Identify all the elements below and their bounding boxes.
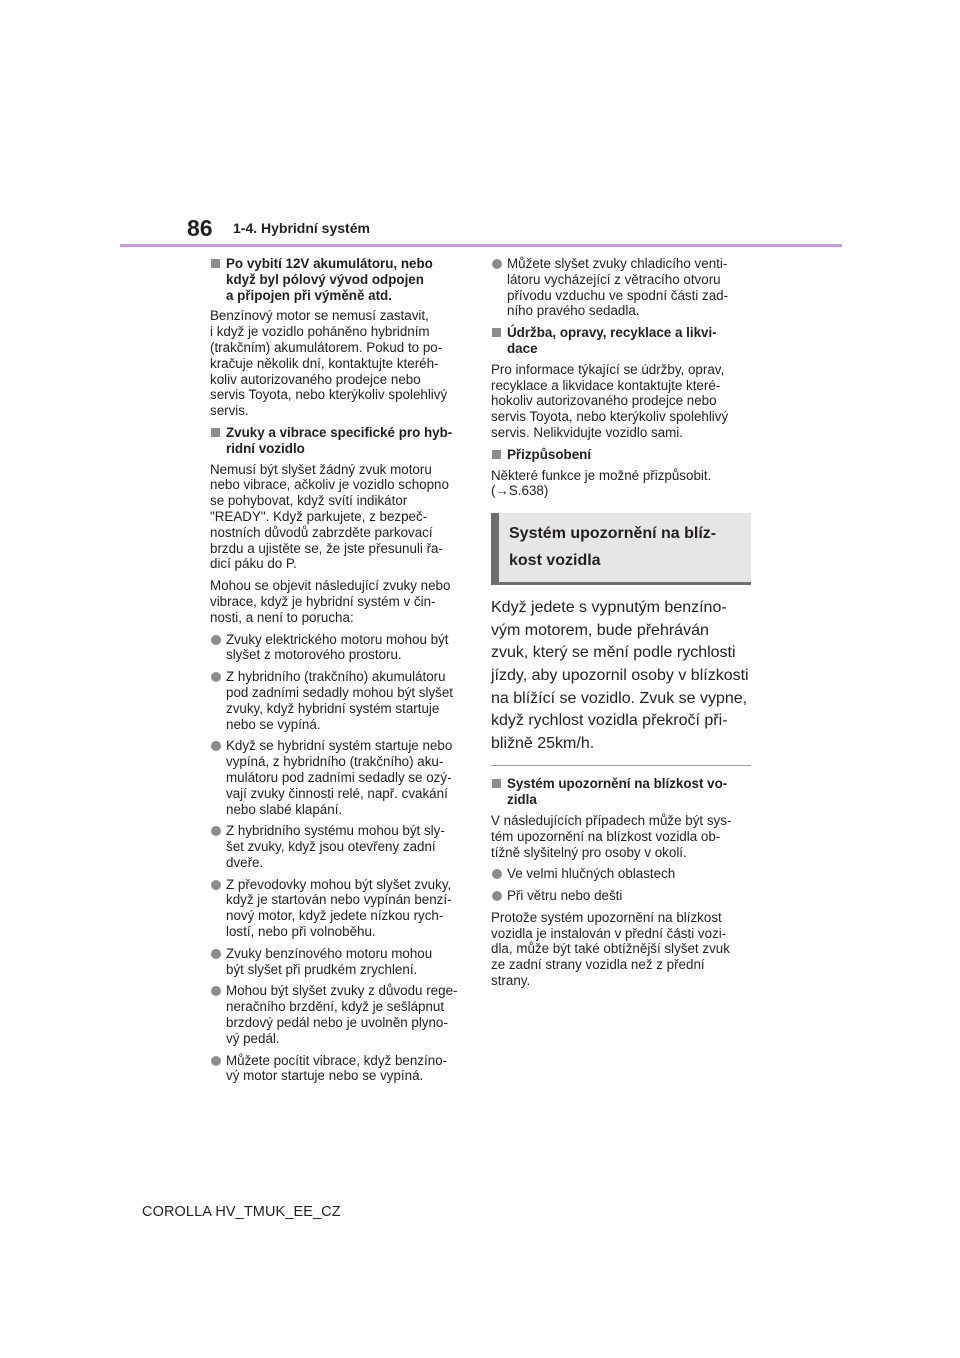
text-line: lostí, nebo při volnoběhu. — [226, 924, 376, 940]
text-line: servis. — [210, 403, 249, 419]
text-line: vají zvuky činnosti relé, např. cvakání — [226, 785, 448, 801]
bullet-item — [491, 256, 751, 319]
text-line: Z hybridního systému mohou být sly- — [226, 823, 445, 839]
paragraph — [491, 362, 751, 441]
text-line: vý pedál. — [226, 1030, 280, 1046]
text-line: zidla — [507, 792, 537, 808]
text-line: tém upozornění na blízkost vozidla ob- — [491, 828, 721, 844]
text-line: zvuky, když hybridní systém startuje — [226, 700, 440, 716]
text-line: jízdy, aby upozornil osoby v blízkosti — [491, 666, 749, 684]
text-line: servis. Nelikvidujte vozidlo sami. — [491, 424, 683, 440]
text-line: Přizpůsobení — [507, 446, 592, 462]
text-line: ridní vozidlo — [226, 440, 305, 456]
text-line: šet zvuky, když jsou otevřeny zadní — [226, 839, 436, 855]
paragraph — [491, 813, 751, 860]
paragraph — [210, 308, 472, 419]
text-line: dveře. — [226, 854, 264, 870]
left-column — [210, 256, 472, 1090]
text-line: na blížící se vozidlo. Zvuk se vypne, — [491, 689, 748, 707]
text-line: (→S.638) — [491, 483, 549, 499]
subheading — [491, 325, 751, 357]
text-line: vý motor startuje nebo se vypíná. — [226, 1068, 424, 1084]
chapter-title: 1-4. Hybridní systém — [233, 220, 370, 236]
text-line: Údržba, opravy, recyklace a likvi- — [507, 325, 717, 341]
section-heading — [491, 513, 751, 585]
subheading — [210, 256, 472, 303]
text-line: koliv autorizovaného prodejce nebo — [210, 371, 421, 387]
text-line: nostních důvodů zabrzděte parkovací — [210, 524, 433, 540]
text-line: mulátoru pod zadními sedadly se ozý- — [226, 769, 452, 785]
text-line: dace — [507, 340, 538, 356]
text-line: Při větru nebo dešti — [507, 888, 623, 904]
text-line: ního pravého sedadla. — [507, 303, 640, 319]
text-line: když byl pólový vývod odpojen — [226, 271, 424, 287]
text-line: nebo slabé klapání. — [226, 801, 343, 817]
text-line: dicí páku do P. — [210, 556, 297, 572]
text-line: brzdu a ujistěte se, že jste přesunuli řa- — [210, 540, 443, 556]
page-number: 86 — [187, 215, 213, 241]
text-line: Systém upozornění na blízkost vo- — [507, 776, 728, 792]
text-line: Systém upozornění na blíz- — [509, 525, 717, 543]
text-line: zvuk, který se mění podle rychlosti — [491, 644, 736, 662]
text-line: Protože systém upozornění na blízkost — [491, 909, 722, 925]
divider — [491, 765, 751, 766]
paragraph — [491, 468, 751, 500]
text-line: strany. — [491, 973, 531, 989]
text-line: ze zadní strany vozidla než z přední — [491, 957, 705, 973]
text-line: Pro informace týkající se údržby, oprav, — [491, 361, 725, 377]
text-line: přívodu vzduchu ve spodní části zad- — [507, 287, 729, 303]
text-line: Můžete pocítit vibrace, když benzíno- — [226, 1052, 448, 1068]
text-line: tížně slyšitelný pro osoby v okolí. — [491, 844, 687, 860]
text-line: Z převodovky mohou být slyšet zvuky, — [226, 876, 452, 892]
text-line: V následujících případech může být sys- — [491, 812, 732, 828]
bullet-item — [210, 946, 472, 978]
text-line: Můžete slyšet zvuky chladicího venti- — [507, 256, 728, 271]
bullet-item — [210, 1053, 472, 1085]
bullet-item — [210, 632, 472, 664]
right-column — [491, 256, 751, 995]
paragraph — [491, 910, 751, 989]
header-rule — [120, 244, 842, 247]
text-line: Nemusí být slyšet žádný zvuk motoru — [210, 461, 432, 477]
text-line: Zvuky elektrického motoru mohou být — [226, 631, 449, 647]
text-line: Když se hybridní systém startuje nebo — [226, 738, 453, 754]
bullet-item — [491, 888, 751, 904]
text-line: se pohybovat, když svítí indikátor — [210, 493, 408, 509]
text-line: "READY". Když parkujete, z bezpeč- — [210, 508, 428, 524]
text-line: slyšet z motorového prostoru. — [226, 647, 402, 663]
text-line: Z hybridního (trakčního) akumulátoru — [226, 669, 446, 685]
paragraph — [210, 462, 472, 573]
text-line: nový motor, když jedete nízkou rych- — [226, 908, 444, 924]
text-line: brzdový pedál nebo je uvolněn plyno- — [226, 1015, 448, 1031]
text-line: nebo vibrace, ačkoliv je vozidlo schopno — [210, 477, 449, 493]
text-line: bližně 25km/h. — [491, 734, 595, 752]
paragraph — [210, 578, 472, 625]
bullet-item — [210, 669, 472, 732]
text-line: vozidla je instalován v přední části vozi- — [491, 925, 727, 941]
text-line: Zvuky a vibrace specifické pro hyb- — [226, 424, 453, 440]
text-line: neračního brzdění, když je sešlápnut — [226, 999, 445, 1015]
text-line: Benzínový motor se nemusí zastavit, — [210, 308, 429, 324]
bullet-item — [210, 823, 472, 870]
text-line: hokoliv autorizovaného prodejce nebo — [491, 393, 717, 409]
text-line: recyklace a likvidace kontaktujte které- — [491, 377, 721, 393]
text-line: Ve velmi hlučných oblastech — [507, 866, 676, 882]
lead-paragraph — [491, 597, 751, 755]
bullet-item — [210, 877, 472, 940]
subheading — [491, 447, 751, 463]
text-line: Zvuky benzínového motoru mohou — [226, 945, 433, 961]
text-line: a připojen při výměně atd. — [226, 287, 392, 303]
subheading — [491, 776, 751, 808]
bullet-item — [210, 983, 472, 1046]
text-line: vypíná, z hybridního (trakčního) aku- — [226, 754, 444, 770]
text-line: být slyšet při prudkém zrychlení. — [226, 961, 418, 977]
text-line: Když jedete s vypnutým benzíno- — [491, 599, 727, 617]
bullet-item — [210, 738, 472, 817]
text-line: Po vybití 12V akumulátoru, nebo — [226, 256, 433, 271]
text-line: kost vozidla — [509, 552, 601, 570]
text-line: dla, může být také obtížnější slyšet zvuk — [491, 941, 730, 957]
text-line: Mohou být slyšet zvuky z důvodu rege- — [226, 983, 458, 999]
text-line: když rychlost vozidla překročí při- — [491, 712, 728, 730]
text-line: servis Toyota, nebo kterýkoliv spolehlivý — [210, 387, 448, 403]
text-line: servis Toyota, nebo kterýkoliv spolehlivý — [491, 409, 729, 425]
text-line: vibrace, když je hybridní systém v čin- — [210, 593, 436, 609]
text-line: pod zadními sedadly mohou být slyšet — [226, 684, 454, 700]
footer-model: COROLLA HV_TMUK_EE_CZ — [142, 1204, 341, 1220]
text-line: kračuje několik dní, kontaktujte kteréh- — [210, 355, 439, 371]
text-line: Některé funkce je možné přizpůsobit. — [491, 467, 712, 483]
bullet-item — [491, 866, 751, 882]
text-line: když je startován nebo vypínán benzí- — [226, 892, 452, 908]
text-line: látoru vycházející z větracího otvoru — [507, 271, 721, 287]
text-line: i když je vozidlo poháněno hybridním — [210, 324, 430, 340]
subheading — [210, 425, 472, 457]
text-line: nosti, a není to porucha: — [210, 609, 354, 625]
text-line: nebo se vypíná. — [226, 716, 321, 732]
text-line: Mohou se objevit následující zvuky nebo — [210, 578, 451, 594]
text-line: vým motorem, bude přehráván — [491, 621, 709, 639]
text-line: (trakčním) akumulátorem. Pokud to po- — [210, 339, 443, 355]
